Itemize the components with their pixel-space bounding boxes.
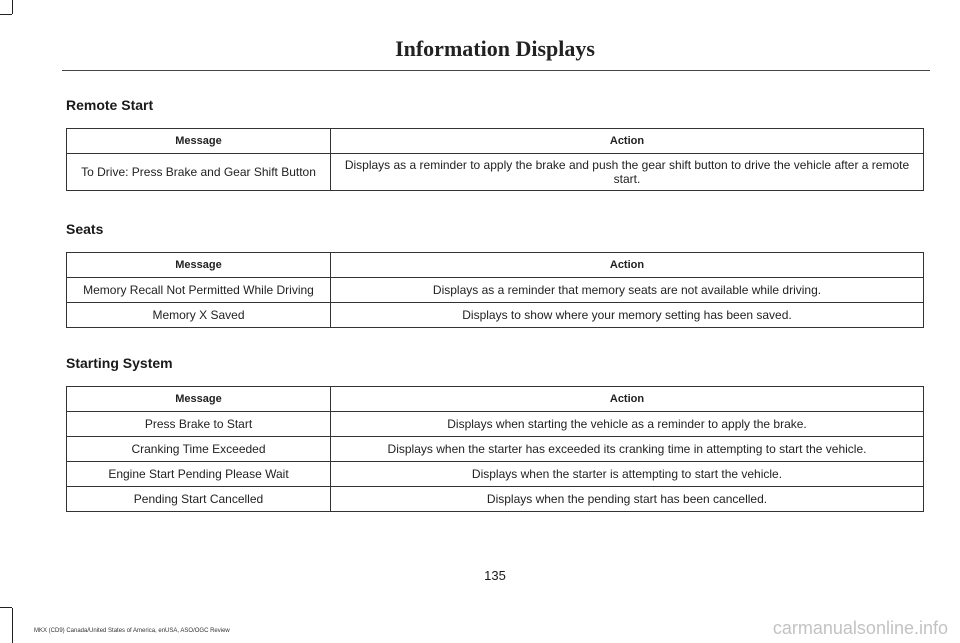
page-title: Information Displays	[395, 36, 595, 61]
table-row	[67, 487, 924, 512]
table-header-row	[67, 253, 924, 278]
message-cell: Memory Recall Not Permitted While Driving	[67, 278, 331, 303]
table-row	[67, 412, 924, 437]
table-row	[67, 303, 924, 328]
crop-mark-bottom-left-h	[0, 607, 12, 608]
action-cell: Displays when the starter is attempting to start the vehicle.	[331, 462, 924, 487]
remote-start-table	[66, 128, 924, 191]
starting-system-table	[66, 386, 924, 512]
section-title-starting-system: Starting System	[66, 355, 173, 371]
section-title-remote-start: Remote Start	[66, 97, 154, 113]
page-number: 135	[484, 568, 506, 583]
table-header-row	[67, 387, 924, 412]
message-cell: Memory X Saved	[67, 303, 331, 328]
seats-table	[66, 252, 924, 328]
header-divider	[62, 70, 930, 71]
action-cell: Displays as a reminder to apply the brake and push the gear shift button to drive the vehicle after a remote start.	[331, 154, 924, 191]
crop-mark-top-left-h	[0, 14, 12, 15]
table-row	[67, 278, 924, 303]
message-cell: Engine Start Pending Please Wait	[67, 462, 331, 487]
table-row	[67, 154, 924, 191]
action-cell: Displays to show where your memory setting has been saved.	[331, 303, 924, 328]
table-header-row	[67, 129, 924, 154]
action-cell: Displays when starting the vehicle as a reminder to apply the brake.	[331, 412, 924, 437]
column-header-action: Action	[331, 253, 924, 278]
message-cell: Cranking Time Exceeded	[67, 437, 331, 462]
crop-mark-bottom-left-v	[12, 608, 13, 643]
action-cell: Displays when the starter has exceeded its cranking time in attempting to start the vehicle.	[331, 437, 924, 462]
table-row	[67, 437, 924, 462]
column-header-action: Action	[331, 387, 924, 412]
column-header-message: Message	[67, 129, 331, 154]
table-row	[67, 462, 924, 487]
action-cell: Displays when the pending start has been cancelled.	[331, 487, 924, 512]
watermark: carmanualsonline.info	[772, 618, 948, 638]
document-info: MKX (CD9) Canada/United States of America, enUSA, ASO/OGC Review	[34, 628, 230, 634]
section-title-seats: Seats	[66, 221, 104, 237]
column-header-message: Message	[67, 253, 331, 278]
message-cell: To Drive: Press Brake and Gear Shift Button	[67, 154, 331, 191]
column-header-action: Action	[331, 129, 924, 154]
message-cell: Press Brake to Start	[67, 412, 331, 437]
column-header-message: Message	[67, 387, 331, 412]
action-cell: Displays as a reminder that memory seats are not available while driving.	[331, 278, 924, 303]
message-cell: Pending Start Cancelled	[67, 487, 331, 512]
crop-mark-top-left-v	[12, 0, 13, 14]
